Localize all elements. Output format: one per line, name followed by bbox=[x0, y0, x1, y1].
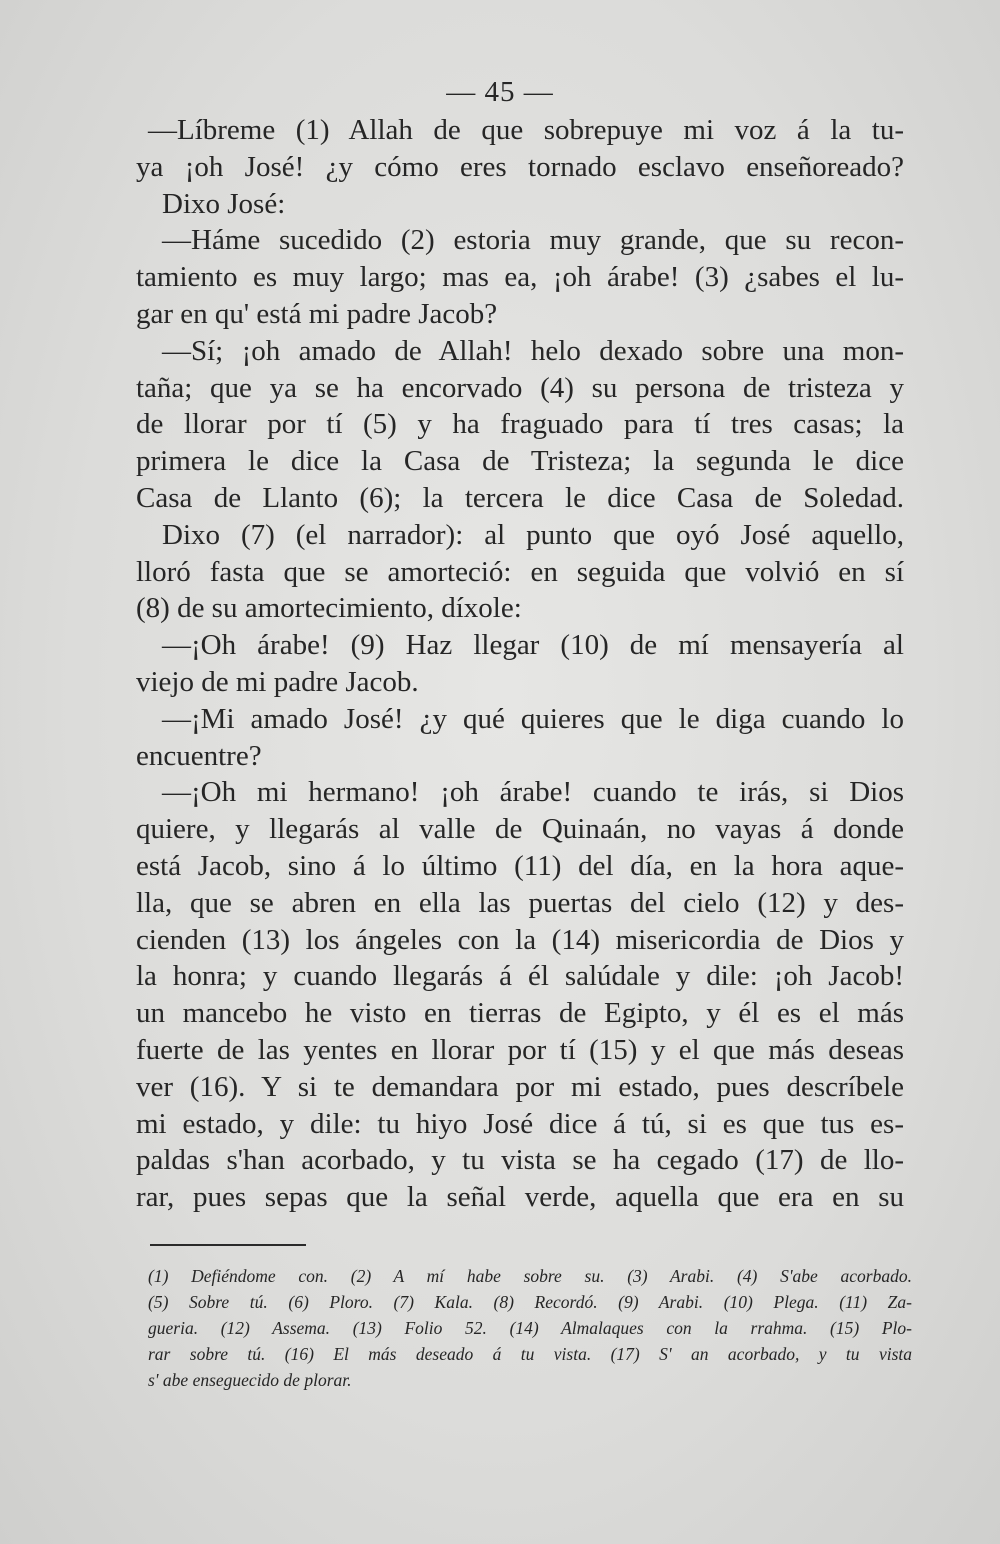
footnote-line: (5) Sobre tú. (6) Ploro. (7) Kala. (8) Recordó. (9) Arabi. (10) Plega. (11) Za- bbox=[148, 1292, 912, 1312]
footnote-line: s' abe enseguecido de plorar. bbox=[148, 1370, 352, 1390]
text-line: mi estado, y dile: tu hiyo José dice á tú, si es que tus es- bbox=[136, 1107, 904, 1140]
text-line: está Jacob, sino á lo último (11) del día, en la hora aque- bbox=[136, 849, 904, 882]
text-line: taña; que ya se ha encorvado (4) su persona de tristeza y bbox=[136, 371, 904, 404]
text-line: (8) de su amortecimiento, díxole: bbox=[136, 592, 522, 625]
page-number: — 45 — bbox=[446, 76, 554, 108]
text-line: paldas s'han acorbado, y tu vista se ha cegado (17) de llo- bbox=[136, 1144, 904, 1177]
footnote-separator bbox=[150, 1244, 306, 1246]
text-line: —¡Oh mi hermano! ¡oh árabe! cuando te irás, si Dios bbox=[162, 776, 904, 809]
text-line: cienden (13) los ángeles con la (14) misericordia de Dios y bbox=[136, 923, 904, 956]
text-line: viejo de mi padre Jacob. bbox=[136, 665, 419, 698]
text-line: —¡Oh árabe! (9) Haz llegar (10) de mí mensayería al bbox=[162, 629, 904, 662]
text-line: Dixo José: bbox=[162, 187, 286, 220]
text-line: —Líbreme (1) Allah de que sobrepuye mi voz á la tu- bbox=[148, 114, 904, 146]
body-text bbox=[136, 112, 904, 1216]
text-line: fuerte de las yentes en llorar por tí (15) y el que más deseas bbox=[136, 1033, 904, 1066]
text-line: encuentre? bbox=[136, 739, 262, 772]
footnote-line: gueria. (12) Assema. (13) Folio 52. (14) Almalaques con la rrahma. (15) Plo- bbox=[148, 1318, 912, 1338]
text-line: primera le dice la Casa de Tristeza; la segunda le dice bbox=[136, 445, 904, 478]
footnote-line: rar sobre tú. (16) El más deseado á tu vista. (17) S' an acorbado, y tu vista bbox=[148, 1344, 912, 1364]
text-line: lloró fasta que se amorteció: en seguida que volvió en sí bbox=[136, 555, 904, 588]
text-line: tamiento es muy largo; mas ea, ¡oh árabe! (3) ¿sabes el lu- bbox=[136, 261, 904, 294]
text-line: la honra; y cuando llegarás á él salúdale y dile: ¡oh Jacob! bbox=[136, 960, 904, 993]
text-line: un mancebo he visto en tierras de Egipto, y él es el más bbox=[136, 997, 904, 1030]
text-line: rar, pues sepas que la señal verde, aquella que era en su bbox=[136, 1181, 904, 1214]
text-line: ya ¡oh José! ¿y cómo eres tornado esclavo enseñoreado? bbox=[136, 150, 904, 183]
text-line: Casa de Llanto (6); la tercera le dice Casa de Soledad. bbox=[136, 481, 904, 514]
text-line: ver (16). Y si te demandara por mi estado, pues descríbele bbox=[136, 1070, 904, 1103]
text-line: —Sí; ¡oh amado de Allah! helo dexado sobre una mon- bbox=[162, 334, 904, 367]
text-line: —Háme sucedido (2) estoria muy grande, que su recon- bbox=[162, 224, 904, 257]
text-line: gar en qu' está mi padre Jacob? bbox=[136, 297, 498, 330]
footnote-line: (1) Defiéndome con. (2) A mí habe sobre su. (3) Arabi. (4) S'abe acorbado. bbox=[148, 1266, 912, 1286]
text-line: Dixo (7) (el narrador): al punto que oyó José aquello, bbox=[162, 518, 904, 551]
footnotes bbox=[148, 1263, 912, 1393]
text-line: —¡Mi amado José! ¿y qué quieres que le diga cuando lo bbox=[162, 702, 904, 735]
text-line: quiere, y llegarás al valle de Quinaán, no vayas á donde bbox=[136, 813, 904, 846]
text-line: de llorar por tí (5) y ha fraguado para tí tres casas; la bbox=[136, 408, 904, 441]
text-line: lla, que se abren en ella las puertas del cielo (12) y des- bbox=[136, 886, 904, 919]
